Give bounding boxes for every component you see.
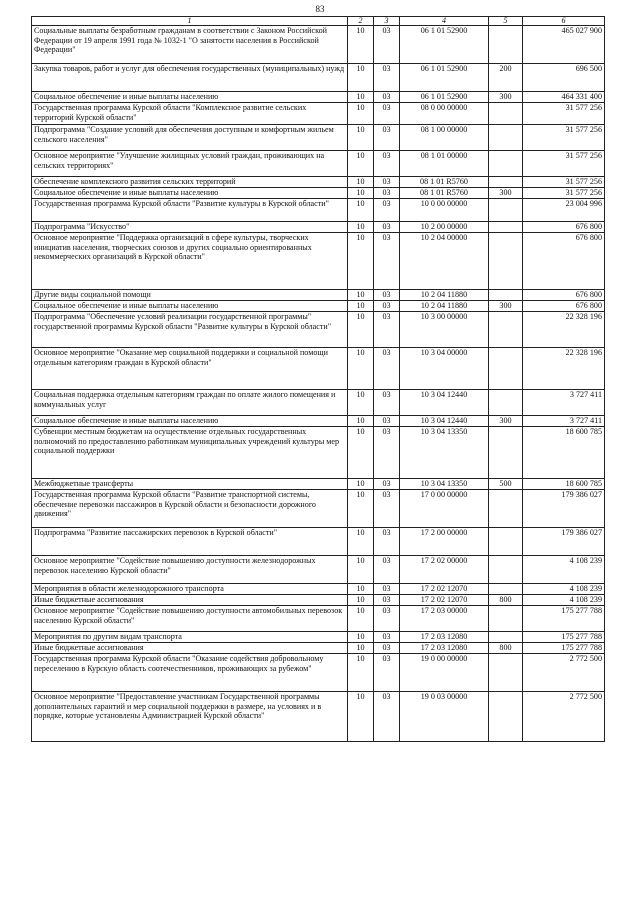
cell-amount: 465 027 900: [523, 26, 605, 64]
table-row: [32, 479, 605, 490]
table-row: [32, 312, 605, 348]
cell-subsection: 03: [374, 312, 400, 348]
cell-section: 10: [348, 26, 374, 64]
cell-section: 10: [348, 528, 374, 556]
cell-target-article: 10 2 00 00000: [400, 222, 489, 233]
cell-amount: 2 772 500: [523, 654, 605, 692]
cell-section: 10: [348, 427, 374, 479]
cell-expense-type: [489, 199, 523, 222]
cell-target-article: 06 1 01 52900: [400, 26, 489, 64]
table-row: [32, 416, 605, 427]
cell-subsection: 03: [374, 26, 400, 64]
cell-target-article: 10 2 04 11880: [400, 301, 489, 312]
cell-section: 10: [348, 312, 374, 348]
table-row: [32, 528, 605, 556]
table-row: [32, 103, 605, 125]
cell-name: Основное мероприятие "Оказание мер социальной поддержки и социальной помощи отдельным категориям граждан в Курской области": [32, 348, 348, 390]
cell-subsection: 03: [374, 595, 400, 606]
table-row: [32, 125, 605, 151]
cell-expense-type: [489, 103, 523, 125]
cell-amount: 4 108 239: [523, 584, 605, 595]
cell-expense-type: [489, 692, 523, 742]
cell-subsection: 03: [374, 427, 400, 479]
cell-name: Обеспечение комплексного развития сельских территорий: [32, 177, 348, 188]
cell-expense-type: [489, 26, 523, 64]
table-row: [32, 64, 605, 92]
cell-expense-type: [489, 390, 523, 416]
table-row: [32, 290, 605, 301]
table-row: [32, 390, 605, 416]
table-row: [32, 348, 605, 390]
cell-amount: 23 004 996: [523, 199, 605, 222]
cell-amount: 31 577 256: [523, 151, 605, 177]
cell-amount: 676 800: [523, 301, 605, 312]
table-row: [32, 92, 605, 103]
cell-amount: 22 328 196: [523, 348, 605, 390]
cell-section: 10: [348, 390, 374, 416]
cell-target-article: 10 3 04 12440: [400, 416, 489, 427]
cell-expense-type: [489, 556, 523, 584]
cell-target-article: 19 0 00 00000: [400, 654, 489, 692]
cell-expense-type: 800: [489, 643, 523, 654]
cell-section: 10: [348, 479, 374, 490]
cell-name: Социальная поддержка отдельным категориям граждан по оплате жилого помещения и коммунальных услуг: [32, 390, 348, 416]
cell-subsection: 03: [374, 556, 400, 584]
header-row: [32, 17, 605, 26]
cell-subsection: 03: [374, 416, 400, 427]
cell-name: Подпрограмма "Создание условий для обеспечения доступным и комфортным жильем сельского населения": [32, 125, 348, 151]
cell-target-article: 08 1 01 R5760: [400, 188, 489, 199]
cell-name: Государственная программа Курской области "Развитие культуры в Курской области": [32, 199, 348, 222]
cell-amount: 3 727 411: [523, 390, 605, 416]
cell-name: Основное мероприятие "Содействие повышению доступности железнодорожных перевозок населению Курской области": [32, 556, 348, 584]
table-row: [32, 584, 605, 595]
cell-name: Основное мероприятие "Поддержка организаций в сфере культуры, творческих инициатив населения, творческих союзов и других социально ориентированных некоммерческих организаций в Курской области": [32, 233, 348, 290]
cell-subsection: 03: [374, 490, 400, 528]
cell-subsection: 03: [374, 301, 400, 312]
table-row: [32, 556, 605, 584]
cell-subsection: 03: [374, 390, 400, 416]
cell-section: 10: [348, 416, 374, 427]
header-col-3: 3: [374, 17, 400, 26]
cell-amount: 4 108 239: [523, 595, 605, 606]
cell-expense-type: 800: [489, 595, 523, 606]
cell-target-article: 17 2 02 12070: [400, 584, 489, 595]
cell-expense-type: [489, 632, 523, 643]
cell-target-article: 08 0 00 00000: [400, 103, 489, 125]
cell-subsection: 03: [374, 692, 400, 742]
header-col-1: 1: [32, 17, 348, 26]
table-row: [32, 222, 605, 233]
cell-amount: 22 328 196: [523, 312, 605, 348]
cell-target-article: 10 3 04 12440: [400, 390, 489, 416]
cell-amount: 175 277 788: [523, 606, 605, 632]
cell-amount: 179 386 027: [523, 490, 605, 528]
cell-expense-type: 300: [489, 301, 523, 312]
cell-expense-type: 500: [489, 479, 523, 490]
cell-amount: 18 600 785: [523, 427, 605, 479]
cell-amount: 676 800: [523, 222, 605, 233]
cell-section: 10: [348, 290, 374, 301]
cell-name: Государственная программа Курской области "Оказание содействия добровольному переселению в Курскую область соотечественников, проживающих за рубежом": [32, 654, 348, 692]
cell-expense-type: 200: [489, 64, 523, 92]
cell-target-article: 10 2 04 11880: [400, 290, 489, 301]
cell-section: 10: [348, 606, 374, 632]
cell-name: Мероприятия в области железнодорожного транспорта: [32, 584, 348, 595]
cell-target-article: 17 0 00 00000: [400, 490, 489, 528]
cell-name: Субвенции местным бюджетам на осуществление отдельных государственных полномочий по предоставлению работникам муниципальных учреждений культуры мер социальной поддержки: [32, 427, 348, 479]
cell-target-article: 17 2 02 12070: [400, 595, 489, 606]
cell-name: Социальное обеспечение и иные выплаты населению: [32, 188, 348, 199]
cell-expense-type: 300: [489, 416, 523, 427]
cell-section: 10: [348, 556, 374, 584]
cell-subsection: 03: [374, 348, 400, 390]
cell-amount: 175 277 788: [523, 632, 605, 643]
cell-name: Основное мероприятие "Предоставление участникам Государственной программы дополнительных гарантий и мер социальной поддержки в размере, на условиях и в порядке, которые установлены Администрацией Курской области": [32, 692, 348, 742]
cell-section: 10: [348, 654, 374, 692]
cell-subsection: 03: [374, 199, 400, 222]
cell-target-article: 10 3 00 00000: [400, 312, 489, 348]
cell-section: 10: [348, 64, 374, 92]
cell-subsection: 03: [374, 92, 400, 103]
cell-target-article: 17 2 03 12080: [400, 632, 489, 643]
cell-section: 10: [348, 199, 374, 222]
cell-section: 10: [348, 595, 374, 606]
cell-name: Межбюджетные трансферты: [32, 479, 348, 490]
cell-name: Социальные выплаты безработным гражданам в соответствии с Законом Российской Федерации от 19 апреля 1991 года № 1032-1 "О занятости населения в Российской Федерации": [32, 26, 348, 64]
cell-subsection: 03: [374, 64, 400, 92]
cell-target-article: 08 1 01 R5760: [400, 177, 489, 188]
cell-name: Основное мероприятие "Улучшение жилищных условий граждан, проживающих на сельских территориях": [32, 151, 348, 177]
cell-section: 10: [348, 233, 374, 290]
cell-subsection: 03: [374, 643, 400, 654]
cell-section: 10: [348, 177, 374, 188]
cell-section: 10: [348, 348, 374, 390]
cell-expense-type: [489, 584, 523, 595]
table-row: [32, 490, 605, 528]
cell-target-article: 17 2 03 12080: [400, 643, 489, 654]
cell-name: Иные бюджетные ассигнования: [32, 595, 348, 606]
cell-section: 10: [348, 92, 374, 103]
header-col-2: 2: [348, 17, 374, 26]
cell-subsection: 03: [374, 654, 400, 692]
cell-expense-type: [489, 528, 523, 556]
cell-target-article: 17 2 00 00000: [400, 528, 489, 556]
cell-subsection: 03: [374, 125, 400, 151]
cell-subsection: 03: [374, 188, 400, 199]
cell-expense-type: 300: [489, 188, 523, 199]
table-row: [32, 188, 605, 199]
cell-target-article: 10 3 04 00000: [400, 348, 489, 390]
cell-section: 10: [348, 643, 374, 654]
cell-target-article: 10 3 04 13350: [400, 479, 489, 490]
table-row: [32, 654, 605, 692]
cell-amount: 464 331 400: [523, 92, 605, 103]
cell-target-article: 10 2 04 00000: [400, 233, 489, 290]
cell-amount: 3 727 411: [523, 416, 605, 427]
cell-name: Мероприятия по другим видам транспорта: [32, 632, 348, 643]
table-row: [32, 233, 605, 290]
cell-section: 10: [348, 125, 374, 151]
header-col-5: 5: [489, 17, 523, 26]
header-col-6: 6: [523, 17, 605, 26]
cell-subsection: 03: [374, 233, 400, 290]
cell-subsection: 03: [374, 290, 400, 301]
cell-amount: 175 277 788: [523, 643, 605, 654]
cell-section: 10: [348, 222, 374, 233]
cell-name: Подпрограмма "Обеспечение условий реализации государственной программы" государственной программы Курской области "Развитие культуры в Курской области": [32, 312, 348, 348]
cell-target-article: 10 3 04 13350: [400, 427, 489, 479]
table-row: [32, 692, 605, 742]
cell-amount: 676 800: [523, 233, 605, 290]
cell-expense-type: [489, 125, 523, 151]
header-col-4: 4: [400, 17, 489, 26]
table-row: [32, 301, 605, 312]
cell-name: Государственная программа Курской области "Развитие транспортной системы, обеспечение перевозки пассажиров в Курской области и безопасности дорожного движения": [32, 490, 348, 528]
cell-subsection: 03: [374, 632, 400, 643]
cell-expense-type: [489, 233, 523, 290]
cell-name: Государственная программа Курской области "Комплексное развитие сельских территорий Курской области": [32, 103, 348, 125]
cell-target-article: 06 1 01 52900: [400, 64, 489, 92]
cell-subsection: 03: [374, 103, 400, 125]
cell-name: Подпрограмма "Развитие пассажирских перевозок в Курской области": [32, 528, 348, 556]
table-row: [32, 177, 605, 188]
table-row: [32, 643, 605, 654]
cell-amount: 18 600 785: [523, 479, 605, 490]
cell-amount: 696 500: [523, 64, 605, 92]
cell-amount: 31 577 256: [523, 177, 605, 188]
cell-name: Подпрограмма "Искусство": [32, 222, 348, 233]
table-row: [32, 427, 605, 479]
cell-target-article: 08 1 00 00000: [400, 125, 489, 151]
cell-amount: 179 386 027: [523, 528, 605, 556]
cell-expense-type: [489, 654, 523, 692]
budget-table: [31, 16, 605, 742]
cell-subsection: 03: [374, 584, 400, 595]
cell-subsection: 03: [374, 151, 400, 177]
table-row: [32, 199, 605, 222]
cell-subsection: 03: [374, 528, 400, 556]
table-row: [32, 26, 605, 64]
cell-expense-type: [489, 151, 523, 177]
cell-subsection: 03: [374, 479, 400, 490]
cell-section: 10: [348, 188, 374, 199]
cell-amount: 2 772 500: [523, 692, 605, 742]
cell-section: 10: [348, 632, 374, 643]
cell-subsection: 03: [374, 177, 400, 188]
cell-name: Другие виды социальной помощи: [32, 290, 348, 301]
cell-amount: 31 577 256: [523, 125, 605, 151]
cell-expense-type: [489, 490, 523, 528]
cell-section: 10: [348, 490, 374, 528]
cell-amount: 4 108 239: [523, 556, 605, 584]
cell-section: 10: [348, 584, 374, 595]
cell-section: 10: [348, 301, 374, 312]
cell-target-article: 17 2 02 00000: [400, 556, 489, 584]
cell-target-article: 10 0 00 00000: [400, 199, 489, 222]
cell-amount: 676 800: [523, 290, 605, 301]
cell-name: Закупка товаров, работ и услуг для обеспечения государственных (муниципальных) нужд: [32, 64, 348, 92]
page-number: 83: [315, 4, 325, 14]
cell-section: 10: [348, 692, 374, 742]
cell-subsection: 03: [374, 606, 400, 632]
cell-target-article: 08 1 01 00000: [400, 151, 489, 177]
cell-subsection: 03: [374, 222, 400, 233]
table-row: [32, 595, 605, 606]
cell-expense-type: [489, 427, 523, 479]
cell-name: Социальное обеспечение и иные выплаты населению: [32, 92, 348, 103]
cell-amount: 31 577 256: [523, 103, 605, 125]
cell-name: Социальное обеспечение и иные выплаты населению: [32, 301, 348, 312]
cell-target-article: 19 0 03 00000: [400, 692, 489, 742]
cell-name: Социальное обеспечение и иные выплаты населению: [32, 416, 348, 427]
table-row: [32, 632, 605, 643]
cell-expense-type: [489, 312, 523, 348]
cell-expense-type: 300: [489, 92, 523, 103]
cell-expense-type: [489, 177, 523, 188]
cell-name: Основное мероприятие "Содействие повышению доступности автомобильных перевозок населению Курской области": [32, 606, 348, 632]
cell-amount: 31 577 256: [523, 188, 605, 199]
cell-section: 10: [348, 151, 374, 177]
cell-expense-type: [489, 606, 523, 632]
cell-expense-type: [489, 222, 523, 233]
cell-section: 10: [348, 103, 374, 125]
cell-target-article: 06 1 01 52900: [400, 92, 489, 103]
cell-name: Иные бюджетные ассигнования: [32, 643, 348, 654]
cell-target-article: 17 2 03 00000: [400, 606, 489, 632]
table-row: [32, 151, 605, 177]
table-row: [32, 606, 605, 632]
cell-expense-type: [489, 348, 523, 390]
cell-expense-type: [489, 290, 523, 301]
